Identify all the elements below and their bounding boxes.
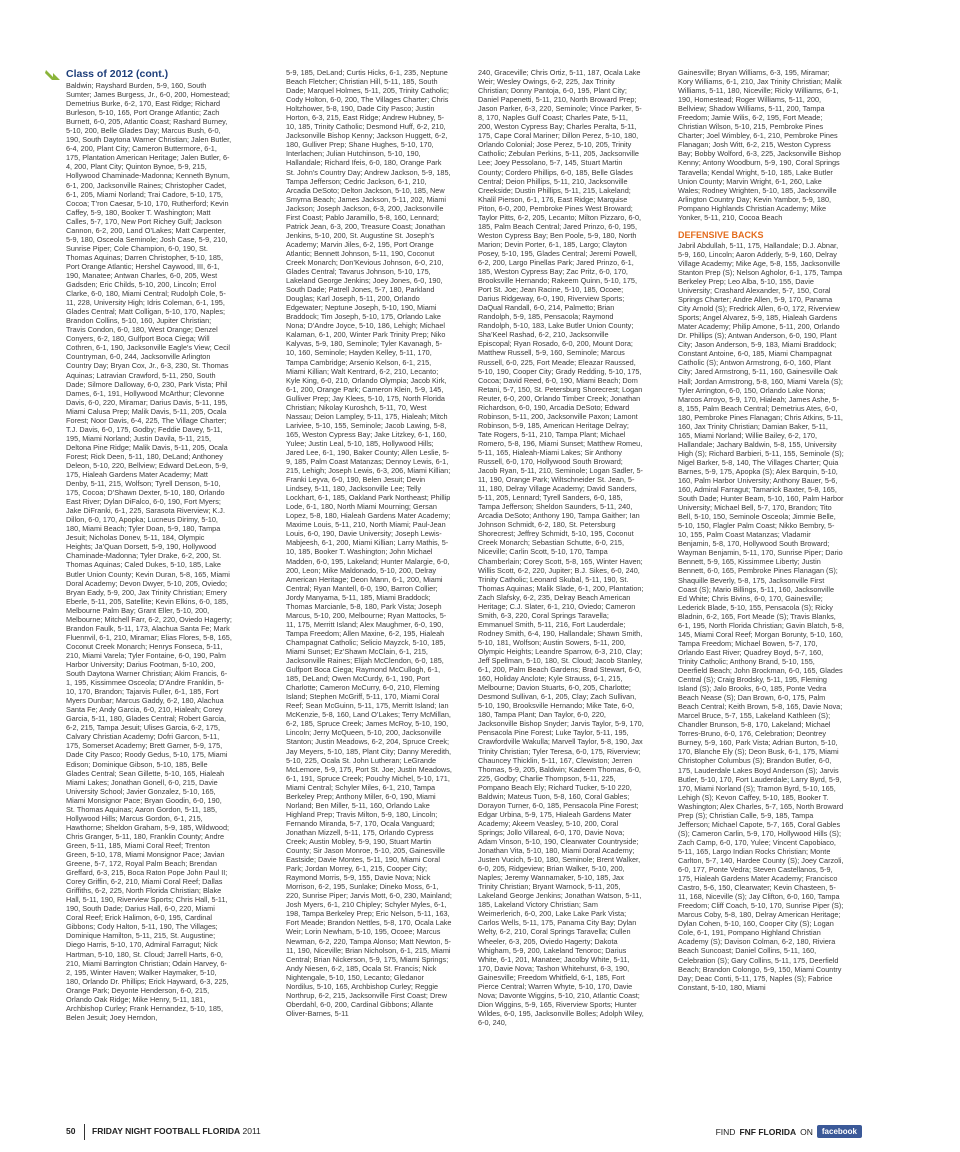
roster-text: Gainesville; Bryan Williams, 6-3, 195, Miramar; Kory Williams, 6-1, 210, Jax Trinity Christian; Malik Williams, 5-11, 180, Niceville; Ricky Williams, 6-1, 190, Homestead; Roger Williams, 5-11, 200, Bellview; Shadow Williams, 5-11, 200, Tampa Freedom; Jamie Wilis, 6-2, 195, Fort Meade; Christian Wilson, 5-10, 215, Pembroke Pines Charter; Joel Wimbley, 6-1, 210, Pembroke Pines Flanagan; Josh Witt, 6-2, 215, Weston Cypress Bay; Bobby Wolford, 6-3, 225, Jacksonville Bishop Kenny; Antony Woodburn, 5-9, 190, Coral Springs Taravella; Kendal Wright, 5-10, 185, Lake Butler Union County; Marvin Wright, 6-1, 260, Lake Wales; Rodney Wrighten, 5-10, 185, Jacksonville Arlington Country Day; Kevin Yambor, 5-9, 180, Pompano Highlands Christian Academy; Mike Yonker, 5-11, 210, Cocoa Beach [678, 68, 842, 222]
footer-divider [84, 1124, 85, 1140]
publication-name [92, 1126, 261, 1136]
text-column-4 [678, 68, 844, 1098]
roster-text: Jabril Abdullah, 5-11, 175, Hallandale; D.J. Abnar, 5-9, 160, Lincoln; Aaron Adderly, 5-9, 160, Delray Village Academy; Mike Age, 5-8, 155, Jacksonville Stanton Prep (S); Nelson Agholor, 6-1, 175, Tampa Berkeley Prep; Leo Alba, 5-10, 155, Davie University; Crashard Alexander, 5-7, 150, Coral Springs Charter; Andre Allen, 5-9, 170, Panama City Arnold (S); Fredrick Allen, 6-0, 172, Riverview Sports; Angel Alvarez, 5-9, 185, Hialeah Gardens Mater Academy; Philip Amone, 5-11, 200, Orlando Dr. Phillips (S); Antwan Anderson, 6-0, 190, Plant City; Jason Anderson, 5-9, 183, Miami Braddock; Constant Antoine, 6-0, 185, Miami Champagnat Catholic (S); Antwon Armstrong, 6-0, 160, Plant City; Jared Armstrong, 5-11, 160, Gainesville Oak Hall; Jordan Armstrong, 5-8, 160, Miami Varela (S); Tyler Arrington, 6-0, 150, Orlando Lake Nona; Marcos Arroyo, 5-9, 170, Hialeah; James Ashe, 5-8, 155, Palm Beach Central; Demetrius Ates, 6-0, 180, Pembroke Pines Flanagan; Chris Atkins, 5-11, 160, Jax Trinity Christian; Damian Baker, 5-11, 165, Miami Norland; Willie Bailey, 6-2, 170, Hallandale; Jachary Baldwin, 5-8, 155, University High (S); Richard Barbieri, 5-11, 155, Seminole (S); Nigel Barker, 5-8, 140, The Villages Charter; Quia Barnes, 5-9, 175, Apopka (S); Alex Barquin, 5-10, 160, Palm Harbor University; Anthony Bauer, 5-6, 160, Admiral Farragut; Tamarick Baxter, 5-8, 165, South Dade; Hunter Beam, 5-10, 160, Palm Harbor University; Michael Bell, 5-7, 170, Brandon; Tito Bell, 5-10, 150, Seminole Osceola; Jimmie Belle, 5-10, 150, Flagler Palm Coast; Nikko Bembry, 5-10, 155, Palm Coast Matanzas; Vladamir Benjamin, 5-8, 170, Hollywood South Broward; Wayman Benjamin, 5-11, 170, Sunrise Piper; Dario Bennett, 5-9, 165, Kissimmee Liberty; Justin Bennett, 6-0, 165, Pembroke Pines Flanagan (S); Shaquille Beverly, 5-8, 175, Jacksonville First Coast (S); Mario Billings, 5-11, 160, Jacksonville Ed White; Chris Bivins, 6-0, 170, Gainesville; Lederick Blade, 5-10, 155, Pensacola (S); Ricky Bladnin, 6-2, 165, Fort Meade (S); Travis Blanks, 6-1, 195, North Florida Christian; Gavin Blatch, 5-8, 145, Miami Coral Reef; Morgan Borunty, 5-10, 160, Tampa Freedom; Michael Bowen, 5-7, 170, Orlando East River; Quadrey Boyd, 5-7, 160, Trinity Catholic; Anthony Brand, 5-10, 155, Deerfield Beach; John Brockman, 6-0, 165, Glades Central (S); Craig Brodsky, 5-11, 195, Fleming Island (S); Jalo Brooks, 6-0, 185, Ponte Vedra Beach Nease (S); Dan Brown, 6-0, 175, Palm Beach Central; Keith Brown, 5-8, 165, Davie Nova; Marcel Bruce, 5-7, 155, Lakeland Kathleen (S); Chandler Brunson, 5-8, 170, Lakeland; Michael Torres-Bruno, 6-0, 176, Celebration; Deontrey Burney, 5-9, 160, Park Vista; Adrian Burton, 5-10, 170, Blanche Ely (S); Deon Busk, 6-1, 175, Miami Christopher Columbus (S); Brandon Butler, 6-0, 175, Lauderdale Lakes Boyd Anderson (S); Jarvis Butler, 5-10, 170, Fort Lauderdale; Larry Byrd, 5-9, 170, Miami Norland (S); Tramon Byrd, 5-10, 165, Lehigh (S); Kevon Caffey, 5-10, 185, Booker T. Washington; Alex Charles, 5-7, 165, North Broward Prep (S); Christian Calle, 5-9, 185, Tampa Jefferson; Michael Capote, 5-7, 165, Coral Gables (S); Cameron Carlin, 5-9, 170, Hollywood Hills (S); Zach Camp, 6-0, 170, Yulee; Vincent Capobiaco, 5-11, 165, Largo Indian Rocks Christian; Monte Carlton, 5-7, 140, Hardee County (S); Joey Carzoli, 6-0, 177, Ponte Vedra; Steven Castellanos, 5-9, 175, Hialeah Gardens Mater Academy; Francisco Castro, 5-6, 150, Clearwater; Kevin Chasteen, 5-11, 168, Niceville (S); Jay Clifton, 6-0, 160, Tampa Freedom; Cliff Coach, 5-10, 170, Sunrise Piper (S); Marcus Coby, 5-8, 180, Delray American Heritage; Dylan Cohen, 5-10, 160, Cooper City (S); Logan Cole, 6-1, 191, Pompano Highland Christian Academy (S); Davison Colman, 6-2, 180, Riviera Beach Suncoast; Daniel Collins, 5-11, 160, Celebration (S); Gary Collins, 5-11, 175, Deerfield Beach; Brandon Colongo, 5-9, 150, Miami Country Day; Deac Conti, 5-11, 175, Naples (S); Fabrice Constant, 5-10, 180, Miami [678, 240, 844, 992]
section-title: Class of 2012 (cont.) [66, 68, 169, 80]
roster-text: 240, Graceville; Chris Ortiz, 5-11, 187, Ocala Lake Weir; Wesley Owings, 6-2, 225, Jax Trinity Christian; Donny Pantoja, 6-0, 195, Plant City; Daniel Papenetti, 5-11, 210, North Broward Prep; Jason Parker, 6-3, 220, Seminole; Vince Parker, 5-8, 170, Naples Gulf Coast; Charles Pate, 5-11, 200, Weston Cypress Bay; Charles Peralta, 5-11, 175, Cape Coral Mariner; Dillon Perez, 5-10, 180, Orlando Colonial; Jose Perez, 5-10, 205, Trinity Catholic; Zebulan Perkins, 5-11, 205, Jacksonville Lee; Joey Pessolano, 5-7, 145, Stuart Martin County; Cordero Phillips, 6-0, 185, Belle Glades Central; Deion Phillips, 5-11, 210, Jacksonville Creekside; Dustin Phillips, 5-11, 215, Lakeland; Khalil Pierson, 6-1, 176, East Ridge; Marquise Piton, 6-0, 200, Pembroke Pines West Broward; Taylor Pitts, 6-2, 205, Lecanto; Milton Pizzaro, 6-0, 185, Palm Beach Central; Jared Prinzo, 6-0, 195, Weston Cypress Bay; Ben Poole, 5-9, 180, North Marion; Devin Porter, 6-1, 185, Largo; Clayton Posey, 5-10, 195, Glades Central; Jeremi Powell, 6-2, 200, Largo Pinellas Park; Jared Prinzo, 6-1, 185, Weston Cypress Bay; Zac Pritz, 6-0, 170, Brooksville Hernando; Rakeem Quinn, 5-10, 175, Port St. Joe; Jean Racine, 5-10, 185, Ocoee; Darius Ridgeway, 6-0, 190, Riverview Sports; DaQual Randall, 6-0, 214, Palmetto; Brian Randolph, 5-9, 185, Pensacola; Raymond Randolph, 5-10, 183, Lake Butler Union County; Sha’Keel Rashad, 6-2, 210, Jacksonville Episcopal; Ryan Rosado, 6-0, 200, Mount Dora; Matthew Russell, 5-9, 160, Seminole; Marcus Russell, 6-0, 225, Fort Meade; Eleazar Raussed, 5-10, 190, Cooper City; Grady Redding, 5-10, 175, Cocoa; David Reed, 6-0, 190, Miami Beach; Dom Retani, 5-7, 150, St. Petersburg Shorecrest; Logan Reuter, 6-0, 200, Orlando Timber Creek; Jonathan Richardson, 6-0, 190, Arcadia DeSoto; Edward Robinson, 5-11, 200, Jacksonville Paxon; Lamont Robinson, 5-9, 185, American Heritage Delray; Tate Rogers, 5-11, 210, Tampa Plant; Michael Romero, 5-8, 196, Miami Sunset; Matthew Romeu, 5-11, 165, Hialeah-Miami Lakes; Sir Anthony Russell, 6-0, 170, Hollywood South Broward; Jacob Ryan, 5-11, 210, Seminole; Logan Sadler, 5-11, 190, Orange Park; Wiltschneider St. Jean, 5-11, 180, Delray Village Academy; David Sanders, 5-11, 205, Lennard; Tyrell Sanders, 6-0, 185, Tampa Jefferson; Sheldon Saunders, 5-11, 240, Arcadia DeSoto; Anthony 190, Tampa Gaither; Ian Johnson Schmidt, 6-2, 180, St. Petersburg Shorecrest; Jeffrey Schmidt, 5-10, 195, Coconut Creek Monarch; Sebastian Schutte, 6-0, 215, Niceville; Carlin Scott, 5-10, 170, Tampa Chamberlain; Corey Scott, 5-8, 165, Winter Haven; Willis Scott, 6-2, 220, Jupiter; B.J. Sikes, 6-0, 240, Trinity Catholic; Leonard Skubal, 5-11, 190, St. Thomas Aquinas; Malik Slade, 6-1, 200, Plantation; Zach Slafsky, 6-2, 235, Delray Beach American Heritage; C.J. Slater, 6-1, 210, Oviedo; Cameron Smith, 6-3, 220, Coral Springs Taravella; Emmanuel Smith, 5-11, 216, Fort Lauderdale; Rodney Smith, 6-4, 190, Hallandale; Shawn Smith, 5-10, 181, Wolfson; Austin Sowers, 5-11, 200, Olympic Heights; Leandre Sparrow, 6-3, 210, Clay; Jeff Spellman, 5-10, 180, St. Cloud; Jacob Stanley, 6-1, 200, Palm Beach Gardens; Brad Stewart, 6-0, 160, Holiday Anclote; Kyle Strauss, 6-1, 215, Melbourne; Davion Stuarts, 6-0, 205, Charlotte; Desmond Sullivan, 6-1, 205, Clay; Zach Sullivan, 5-10, 190, Brooksville Hernando; Mike Tate, 6-0, 180, Tampa Plant; Dan Taylor, 6-0, 220, Jacksonville Bishop Snyder; Jarvis Taylor, 5-9, 170, Pensacola Pine Forest; Luke Taylor, 5-11, 195, Crawfordville Wakulla; Marvell Taylor, 5-8, 190, Jax Trinity Christian; Tyler Teresa, 6-0, 175, Riverview; Chauncey Thicklin, 5-11, 167, Clewiston; Jerren Thomas, 5-9, 205, Baldwin; Kadeem Thomas, 6-0, 225, Godby; Charlie Thompson, 5-11, 225, Pompano Beach Ely; Richard Tucker, 5-10 220, Baldwin; Mateus Tuon, 5-8, 160, Coral Gables; Dorayon Turner, 6-0, 185, Pensacola Pine Forest; Edgar Urbina, 5-9, 175, Hialeah Gardens Mater Academy; Akeem Veasley, 5-10, 200, Coral Springs; Jollo Villareal, 6-0, 170, Davie Nova; Adam Vinson, 5-10, 190, Clearwater Countryside; Jonathan Vita, 5-10, 180, Miami Doral Academy; Justen Vucich, 5-10, 180, Seminole; Brent Walker, 6-0, 205, Ridgeview; Brian Walker, 5-10, 200, Naples; Jeremy Wannamaker, 5-10, 185, Jax Trinity Christian; Bryant Warnock, 5-11, 205, Lakeland George Jenkins; Jonathan Watson, 5-11, 185, Lakeland Victory Christian; Sam Weimerlerich, 6-0, 200, Lake Lake Park Vista; Carlos Wells, 5-11, 175, Panama City Bay; Dylan Welty, 6-2, 210, Coral Springs Taravella; Cullen Wheeler, 6-3, 205, Oviedo Hagerty; Dakota Whigham, 5-9, 200, Lakeland Tenoroc; Darius White, 6-1, 201, Manatee; Jacolby White, 5-11, 170, Davie Nova; Tashon Whitehurst, 6-3, 190, Gainesville; Freedom Whitfield, 6-1, 185, Fort Pierce Central; Warren Whyte, 5-10, 170, Davie Nova; Davonte Wiggins, 5-10, 210, Atlantic Coast; Dion Wiggins, 5-9, 165, Riverview Sports; Hunter Wildes, 6-0, 195, Jacksonville Bolles; Adolph Wiley, 6-0, 240, [478, 68, 644, 1027]
roster-text: 5-9, 185, DeLand; Curtis Hicks, 6-1, 235, Neptune Beach Fletcher; Christian Hill, 5-11, 185, South Dade; Marquel Holmes, 5-11, 205, Trinity Catholic; Cody Holton, 6-0, 200, The Villages Charter; Chris Holtzhower, 5-8, 190, Dade City Pasco; Justin Horton, 6-3, 215, East Ridge; Andrew Hubney, 5-10, 185, Trinity Catholic; Desmond Huff, 6-2, 210, Jacksonville Bishop Kenny; Jackson Huggett, 6-2, 180, Gulliver Prep; Shane Hughes, 5-10, 170, Interlachen; Julian Hutchinson, 5-10, 190, Hallandale; Richard Ifeis, 6-0, 180, Orange Park St. John’s Country Day; Andrew Jackson, 5-9, 185, Tampa Jefferson; Cedric Jackson, 6-1, 210, Arcadia DeSoto; Delton Jackson, 5-10, 185, New Smyrna Beach; James Jackson, 5-11, 202, Miami Jackson; Joseph Jackson, 6-3, 200, Jacksonville First Coast; Pablo Jaramillo, 5-8, 160, Lennard; Patrick Jean, 6-3, 200, Treasure Coast; Jonathan Jenkins, 5-10, 200, St. Augustine St. Joseph’s Academy; Marvin Jiles, 6-2, 195, Port Orange Atlantic; Bennett Johnson, 5-11, 190, Coconut Creek Monarch; Don’Kevious Johnson, 6-0, 210, Glades Central; Tavarus Johnson, 5-10, 175, Lakeland George Jenkins; Joey Jones, 6-0, 190, South Dade; Patrell Jones, 5-7, 180, Parkland Douglas; Karl Joseph, 5-11, 200, Orlando Edgewater; Neptune Joseph, 5-10, 190, Miami Braddock; Tim Joseph, 5-10, 175, Orlando Lake Nona; D’Andre Joyce, 5-10, 186, Lehigh; Michael Kalaman, 6-1, 200, Winter Park Trinity Prep; Niko Kalyvas, 5-9, 180, Seminole; Tyler Kavanagh, 5-10, 160, Seminole; Hayden Kelley, 5-11, 170, Tampa Cambridge; Arsenio Kelson, 6-1, 215, Miami Killian; Walt Kentrard, 6-2, 210, Lecanto; Kyle King, 6-0, 210, Orlando Olympia; Jacob Kirk, 6-1, 200, Orange Park; Cameron Klein, 5-9, 145, Gulliver Prep; Jay Klees, 5-10, 175, North Florida Christian; Nikolay Kuroshch, 5-11, 70, West Nassau; Deion Lampley, 5-11, 175, Hialeah; Mitch Lariviee, 5-10, 155, Seminole; Jacob Lawing, 5-8, 165, Weston Cypress Bay; Jake Litzkey, 6-1, 160, Yulee; Justin Leal, 5-10, 185, Hollywood Hills; Jared Lee, 6-1, 190, Baker County; Allen Leslie, 5-9, 185, Palm Coast Matanzas; Dennoy Lewis, 6-1, 215, Lehigh; Joseph Lewis, 6-3, 206, Miami Killian; Franki Leyva, 6-0, 190, Belen Jesuit; Devin Lindsey, 5-11, 180, Jacksonville Lee; Telly Lockhart, 6-1, 185, Oakland Park Northeast; Phillip Lode, 6-1, 180, North Miami Mourning; Gersan Lopez, 5-8, 180, Hialeah Gardens Mater Academy; Maxime Louis, 5-11, 210, North Miami; Paul-Jean Louis, 6-0, 190, Davie University; Joseph Lewis-Mabjeesh, 6-1, 200, Miami Killian; Larry Mathis, 5-10, 185, Booker T. Washington; John Michael Madden, 6-0, 195, Lakeland; Hunter Malargie, 6-0, 200, Leon; Mike Maldonado, 5-10, 200, Delray American Heritage; Deon Mann, 6-1, 200, Miami Central; Ryan Mantell, 6-0, 190, Barron Collier; Jordy Manyama, 5-11, 185, Miami Braddock; Thomas Marcianle, 5-8, 180, Park Vista; Joseph Marcus, 5-10, 200, Melbourne; Ryan Mattocks, 5-11, 175, Merritt Island; Alex Maughmer, 6-0, 190, Tampa Freedom; Allen Maxine, 6-2, 195, Hialeah Champagnat Catholic; Selicio Mayzck, 5-10, 185, Miami Sunset; Ez’Shawn McClain, 6-1, 215, Jacksonville Raines; Elijah McClendon, 6-0, 185, Gulfport Boca Ciega; Raymond McCullogh, 6-1, 185, DeLand; Owen McCurdy, 6-1, 190, Port Charlotte; Cameron McCurry, 6-0, 210, Fleming Island; Stephen McGriff, 5-11, 170, Miami Coral Reef; Sean McGuinn, 5-11, 175, Merritt Island; Ian McKenzie, 5-8, 160, Land O’Lakes; Terry McMillan, 6-2, 185, Spruce Creek; James McRoy, 5-10, 190, Lincoln; Jerry McQueen, 5-10, 200, Jacksonville Stanton; Justin Meadows, 6-2, 204, Spruce Creek; Jay Meyers, 5-10, 185, Plant City; Danny Meredith, 5-10, 225, Ocala St. John Lutheran; LeGrande McLemore, 5-9, 175, Port St. Joe; Justin Meadows, 6-1, 191, Spruce Creek; Pouchy Michel, 5-10, 171, Miami Central; Schyler Miles, 6-1, 210, Tampa Berkeley Prep; Anthony Miller, 6-0, 190, Miami Norland; Ben Miller, 5-11, 160, Orlando Lake Highland Prep; Travis Milton, 5-9, 180, Lincoln; Fernando Miranda, 5-7, 170, Ocala Vanguard; Jonathan Mizzell, 5-11, 175, Orlando Cypress Creek; Austin Mobley, 5-9, 190, Stuart Martin County; Sir Jason Monroe, 5-10, 205, Gainesville Eastside; Davie Montes, 5-11, 190, Miami Coral Park; Jordan Morrey, 6-1, 215, Cooper City; Raymond Morris, 5-9, 155, Davie Nova; Nick Morrison, 6-2, 195, Sunlake; Dineko Moss, 6-1, 220, Sunrise Piper; Jarvis Mott, 6-0, 230, Mainland; Josh Myers, 6-1, 210 Chipley; Schyler Myles, 6-1, 198, Tampa Berkeley Prep; Eric Nelson, 5-11, 163, Fort Meade; Brandon Nettles, 5-8, 170, Ocala Lake Weir; Lorin Newham, 5-10, 195, Ocoee; Marcus Newman, 6-2, 220, Tampa Alonso; Matt Newton, 5-11, 190, Niceville; Brian Nicholson, 6-1, 215, Miami Central; Brian Nickerson, 5-9, 175, Miami Springs; Andy Niesen, 6-2, 185, Ocala St. Francis; Nick Nightengale, 5-10, 150, Lecanto; Gledanor Nordilus, 5-10, 165, Archbishop Curley; Reggie Northrup, 6-2, 215, Jacksonville First Coast; Drew Oberdahl, 6-0, 200, Cardinal Gibbons; Allante Oliver-Barnes, 5-11 [286, 68, 452, 1018]
on-text: ON [800, 1126, 813, 1137]
page-footer [66, 1124, 862, 1142]
page-number: 50 [66, 1126, 76, 1136]
publication-title: FRIDAY NIGHT FOOTBALL FLORIDA [92, 1126, 241, 1136]
text-column-3 [478, 68, 644, 1098]
publication-year: 2011 [242, 1126, 261, 1136]
find-text: FIND [715, 1126, 736, 1137]
arrow-bullet-icon [44, 68, 62, 82]
section-heading-defensive-backs: DEFENSIVE BACKS [678, 229, 764, 240]
text-column-1 [66, 68, 232, 1098]
social-promo [716, 1125, 862, 1138]
brand-name: FNF FLORIDA [739, 1126, 797, 1137]
roster-text: Baldwin; Rayshard Burden, 5-9, 160, South Sumter; James Burgess, Jr., 6-0, 200, Homestead; Demetrius Burke, 6-2, 170, East Ridge; Richard Burleson, 5-10, 165, Port Orange Atlantic; Zach Burnett, 6-0, 205, Atlantic Coast; Rashard Burney, 5-10, 200, Belle Glades Day; Marcus Bush, 6-0, 190, South Daytona Warner Christian; Jalen Butler, 6-4, 200, Plant City; Cameron Buttermore, 6-1, 175, Plantation American Heritage; Jalen Butler, 6-4, 200, Plant City; Quinton Bynoe, 5-9, 215, Hollywood Chaminade-Madonna; Kenneth Bynum, 6-1, 200, Jacksonville Raines; Christopher Cadet, 6-1, 205, Miami Norland; Trai Cadore, 5-10, 175, Cocoa; T’ron Caesar, 5-10, 170, Rutherford; Kevin Caffey, 5-9, 180, Booker T. Washington; Matt Calles, 5-7, 170, New Port Richey Gulf; Jackson Cannon, 6-2, 200, Land O’Lakes; Matt Carpenter, 5-9, 180, Osceola Seminole; Josh Case, 5-9, 210, Sunrise Piper; Cole Champion, 6-0, 190, St. Thomas Aquinas; Darren Christopher, 5-10, 185, Port Orange Atlantic; Hershel Caywood, III, 6-1, 190, Manatee; Antwan Charles, 6-0, 205, West Gadsden; Eric Childs, 5-10, 200, Lincoln; Errol Clarke, 6-0, 180, Miami Central; Rudolph Cole, 5-11, 228, University High; Idris Coleman, 6-1, 195, Glades Central; Matt Colligan, 5-10, 170, Naples; Brandon Collins, 5-10, 160, Jupiter Christian; Travis Condon, 6-0, 180, West Orange; Denzel Conyers, 6-2, 180, Gulfport Boca Ciega; Will Cothren, 6-1, 190, Jacksonville Eagle’s View; Cecil Countryman, 6-0, 244, Jacksonville Arlington Country Day; Bryan Cox, Jr., 6-3, 230, St. Thomas Aquinas; Latravian Crawford, 5-11, 250, South Dade; Silmore Dalloway, 6-0, 230, Park Vista; Phil Dames, 6-1, 191, Hollywood McArthur; Clevonne Davis, 6-0, 220, Miramar; Darius Davis, 5-11, 195, Miami Calusa Prep; Malik Davis, 5-11, 205, Ocala Forest; Noor Davis, 6-4, 225, The Village Charter; T.J. Davis, 6-0, 175, Godby; Feddie Davey, 5-11, 195, Miami Norland; Justin Davila, 5-11, 215, Deltona Pine Ridge; Malik Davis, 5-11, 205, Ocala Forest; Rick Deen, 5-11, 180, DeLand; Anthoney Deleon, 5-10, 220, Bellview; Edward DeLeon, 5-9, 175, Hialeah Gardens Mater Academy; Matt Denby, 5-11, 215, Wolfson; Tyrell Denson, 5-10, 175, Cocoa; D’Shawn Dexter, 5-10, 180, Orlando East River; Dylan DiFalco, 6-0, 190, Fort Myers; Jake DiFranki, 6-1, 225, Sarasota Riverview; K.J. Dillon, 6-0, 170, Apopka; Lucneus Dirimy, 5-10, 180, Miami Beach; Tyler Doan, 5-9, 180, Tampa Jesuit; Nicholas Donev, 5-11, 184, Olympic Heights; Ja’Quan Dorsett, 5-9, 190, Hollywood Chaminade-Madonna; Tyler Drake, 6-2, 200, St. Thomas Aquinas; Caled Dukes, 5-10, 185, Lake Butler Union County; Kevin Duran, 5-8, 165, Miami Doral Academy; Devon Dwyer, 5-10, 205, Oviedo; Bryan Eady, 5-9, 200, Jax Trinity Christian; Emery Eberle, 5-11, 205, Satellite; Kevin Elkins, 6-0, 185, Melbourne Palm Bay; Grant Eller, 5-10, 200, Melbourne; Mitchell Farr, 6-2, 220, Oviedo Hagerty; Brandon Faulk, 5-11, 173, Alachua Santa Fe; Mark Fluennvil, 6-1, 210, Miramar; Elias Flores, 5-8, 165, Coconut Creek Monarch; Henrys Fonseca, 5-11, 210, Miami Varela; Tyler Fontaine, 6-0, 190, Palm Harbor University; Darius Footman, 5-10, 200, South Daytona Warner Christian; Akim Francis, 6-1, 195, Kissimmee Osceola; D’Andre Franklin, 5-10, 170, Brandon; Tajarvis Fuller, 6-1, 185, Fort Myers Dunbar; Marcus Gaddy, 6-2, 180, Alachua Santa Fe; Andy Garcia, 6-0, 210, Hialeah; Corey Garcia, 5-11, 180, Glades Central; Robert Garcia, 6-2, 215, Tampa Jesuit; Ulises Garcia, 6-2, 175, Calvary Christian Academy; Dofri Garcon, 5-11, 175, Somerset Academy; Brett Garner, 5-9, 175, Dade City Pasco; Roody Gedus, 5-10, 175, Miami Edison; Dominique Gibson, 5-10, 185, Belle Glades Central; Sean Gillette, 5-10, 165, Hialeah Miami Lakes; Jonathan Gonell, 6-0, 215, Davie University School; Javier Gonzalez, 5-10, 165, Miami Monsignor Pace; Bryan Goodin, 6-0, 190, St. Thomas Aquinas; Aaron Gordon, 5-11, 185, Hollywood Hills; Marcus Gordon, 6-1, 215, Hawthorne; Sheldon Graham, 5-9, 185, Wildwood; Chris Granger, 5-11, 180, Franklin County; Andre Green, 5-11, 185, Miami Coral Reef; Trenton Green, 5-10, 178, Miami Monsignor Pace; Javian Greene, 5-7, 172, Royal Palm Beach; Brendan Greffard, 6-3, 215, Boca Raton Pope John Paul II; Corey Griffin, 6-2, 210, Miami Coral Reef; Dallas Griffiths, 6-2, 225, North Florida Christian; Blake Hall, 5-11, 190, Riverview Sports; Chris Hall, 5-11, 190, South Dade; Darius Hall, 6-0, 220, Miami Coral Reef; Erick Halimon, 6-0, 195, Cardinal Gibbons; Cody Halton, 5-11, 190, The Villages; Dominique Hamilton, 5-11, 215, St. Augustine; Diego Harris, 5-10, 170, Admiral Farragut; Nick Hartman, 5-10, 180, St. Cloud; Jarrell Harts, 6-0, 210, Miami Barrington Christian; Odain Harvey, 6-2, 195, Winter Haven; Walker Haymaker, 5-10, 180, Orlando Dr. Phillips; Erick Hayward, 6-3, 225, Orange Park; Deyonte Henderson, 6-0, 215, Orlando Oak Ridge; Mike Henry, 5-11, 181, Archbishop Curley; Frank Hernandez, 5-10, 185, Belen Jesuit; Joey Herndon, [66, 81, 232, 1022]
text-column-2 [286, 68, 452, 1098]
facebook-logo[interactable]: facebook [817, 1125, 862, 1138]
